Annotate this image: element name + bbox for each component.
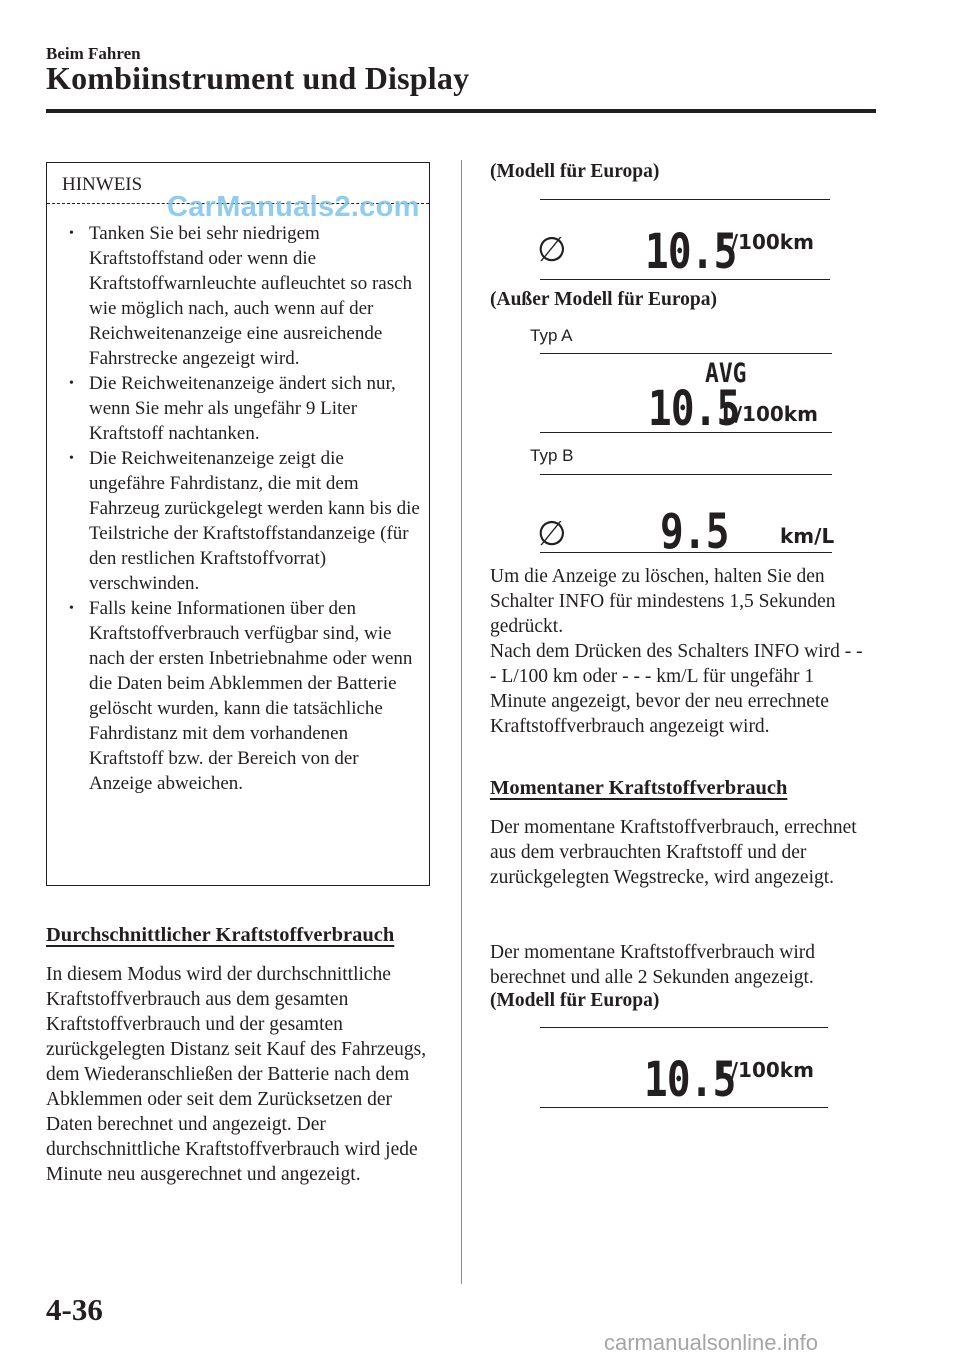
display-value: 10.5 (645, 224, 737, 280)
display-unit: km/L (780, 524, 835, 548)
display-unit: L/100km (722, 402, 818, 426)
display-rule (540, 552, 832, 553)
display-unit: L/100km (718, 1058, 814, 1082)
site-watermark: carmanualsonline.info (604, 1330, 819, 1355)
display-rule (540, 1107, 828, 1108)
avg-heading: Durchschnittlicher Kraftstoffverbrauch (46, 924, 395, 946)
note-item: • Die Reichweitenanzeige zeigt die ungefähre Fahrdistanz, die mit dem Fahrzeug zurückgelegt werden kann bis die Teilstriche der Kraftstoffstandanzeige (für den restlichen Kraftstoffvorrat) verschwinden. (47, 446, 431, 596)
column-divider (461, 160, 462, 1284)
instant-text-2: Der momentane Kraftstoffverbrauch wird berechnet und alle 2 Sekunden angezeigt. (490, 942, 816, 988)
page-title: Kombiinstrument und Display (46, 60, 470, 96)
europe-label-2: (Modell für Europa) (490, 990, 660, 1011)
display-rule (540, 432, 832, 433)
reset-text: Um die Anzeige zu löschen, halten Sie den Schalter INFO für mindestens 1,5 Sekunden gedrückt. (490, 566, 836, 637)
average-symbol-icon: ∅ (537, 230, 567, 270)
display-value: 9.5 (660, 504, 729, 560)
europe-label: (Modell für Europa) (490, 161, 660, 182)
avg-body: In diesem Modus wird der durchschnittliche Kraftstoffverbrauch aus dem gesamten Kraftstoffverbrauch und der gesamten zurückgelegten Distanz seit Kauf des Fahrzeugs, dem Wiederanschließen der Batterie nach dem Abklemmen oder seit dem Zurücksetzen der Daten berechnet und angezeigt. Der durchschnittliche Kraftstoffverbrauch wird jede Minute neu ausgerechnet und angezeigt. (46, 964, 427, 1185)
note-list (47, 221, 431, 796)
display-unit: L/100km (718, 230, 814, 254)
display-rule (540, 1027, 828, 1028)
header-rule (46, 109, 876, 113)
display-rule (540, 353, 832, 354)
display-value: 10.5 (644, 1052, 736, 1108)
note-item: • Tanken Sie bei sehr niedrigem Kraftstoffstand oder wenn die Kraftstoffwarnleuchte aufleuchtet so rasch wie möglich nach, auch wenn auf der Reichweitenanzeige eine ausreichende Fahrstrecke angezeigt wird. (47, 221, 431, 371)
reset-text-2: Nach dem Drücken des Schalters INFO wird - - - L/100 km oder - - - km/L für ungefähr 1 Minute angezeigt, bevor der neu errechnete Kraftstoffverbrauch angezeigt wird. (490, 641, 863, 737)
instant-heading: Momentaner Kraftstoffverbrauch (490, 777, 788, 799)
typ-a-label: Typ A (530, 326, 573, 345)
avg-indicator: AVG (705, 358, 747, 389)
section-label: Beim Fahren (46, 44, 141, 63)
typ-b-label: Typ B (530, 446, 574, 465)
note-title: HINWEIS (62, 174, 143, 195)
display-rule (540, 279, 830, 280)
display-rule (540, 474, 832, 475)
non-europe-label: (Außer Modell für Europa) (490, 289, 717, 310)
display-value: 10.5 (648, 381, 740, 437)
note-item: • Die Reichweitenanzeige ändert sich nur, wenn Sie mehr als ungefähr 9 Liter Kraftstoff nachtanken. (47, 371, 431, 446)
page-number: 4-36 (46, 1292, 103, 1327)
instant-text: Der momentane Kraftstoffverbrauch, errechnet aus dem verbrauchten Kraftstoff und der zurückgelegten Wegstrecke, wird angezeigt. (490, 817, 857, 888)
display-rule (540, 199, 830, 200)
watermark-logo: CarManuals2.com (167, 191, 420, 223)
note-item: • Falls keine Informationen über den Kraftstoffverbrauch verfügbar sind, wie nach der ersten Inbetriebnahme oder wenn die Daten beim Abklemmen der Batterie gelöscht wurden, kann die tatsächliche Fahrdistanz mit dem vorhandenen Kraftstoff bzw. der Bereich von der Anzeige abweichen. (47, 596, 431, 796)
note-box (46, 162, 430, 886)
average-symbol-icon: ∅ (537, 514, 567, 554)
